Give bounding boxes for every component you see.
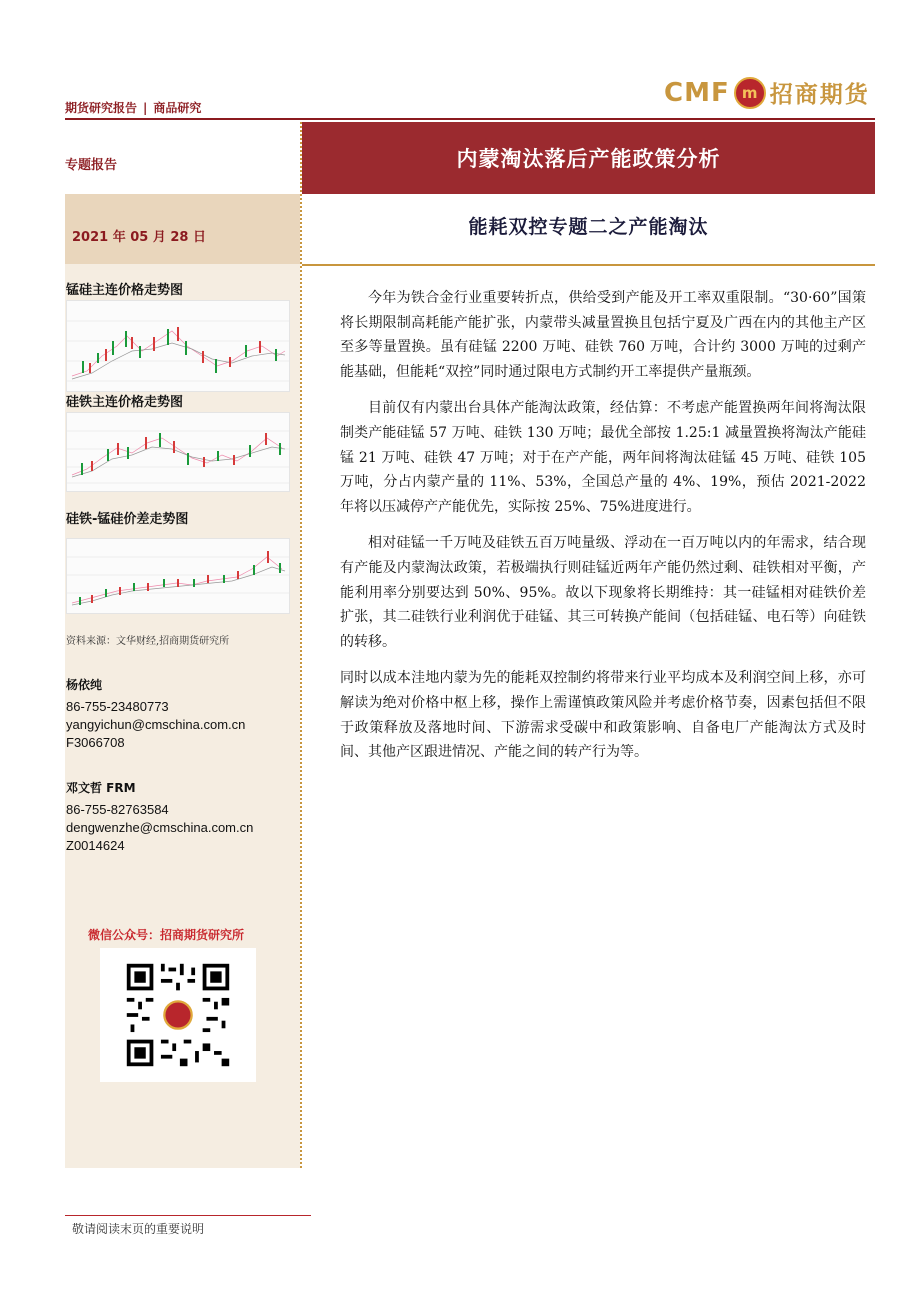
subtitle-divider xyxy=(302,264,875,266)
chart-fesi-thumbnail xyxy=(66,412,290,492)
header-breadcrumb xyxy=(65,99,201,116)
report-body xyxy=(340,286,866,777)
candlestick-chart-image xyxy=(67,539,289,613)
analyst-license: F3066708 xyxy=(66,735,125,750)
body-paragraph: 今年为铁合金行业重要转折点，供给受到产能及开工率双重限制。“30·60”国策将长期限制高耗能产能扩张，内蒙带头减量置换且包括宁夏及广西在内的其他主产区至多等量置换。虽有硅锰 2200 万吨、硅铁 760 万吨，合计约 3000 万吨的过剩产能基础，但能耗“双控”同时通过限电方式制约开工率提供产量瓶颈。 xyxy=(340,290,866,380)
logo-chinese: 招商期货 xyxy=(769,82,870,108)
chart-title-spread: 硅铁-锰硅价差走势图 xyxy=(66,512,189,527)
analyst-card xyxy=(66,676,245,752)
analyst-phone: 86-755-82763584 xyxy=(66,802,169,817)
candlestick-chart-image xyxy=(67,413,289,491)
special-report-label: 专题报告 xyxy=(65,158,118,173)
chart-title-fesi: 硅铁主连价格走势图 xyxy=(66,395,184,410)
column-divider xyxy=(300,122,302,1168)
candlestick-chart-image xyxy=(67,301,289,391)
company-logo xyxy=(664,76,870,109)
body-paragraph: 目前仅有内蒙出台具体产能淘汰政策，经估算：不考虑产能置换两年间将淘汰限制类产能硅锰 57 万吨、硅铁 130 万吨；最优全部按 1.25:1 减量置换将淘汰产能硅锰 21 万吨、硅铁 47 万吨；对于在产产能，两年间将淘汰硅锰 45 万吨、硅铁 105 万吨，分占内蒙产量的 11%、53%，全国总产量的 4%、19%，预估 2021-2022 年将以压减停产产能优先，实际按 25%、75%进度进行。 xyxy=(340,400,866,515)
chart-simn-thumbnail xyxy=(66,300,290,392)
body-paragraph: 同时以成本洼地内蒙为先的能耗双控制约将带来行业平均成本及利润空间上移，亦可解读为绝对价格中枢上移，操作上需谨慎政策风险并考虑价格节奏，因素包括但不限于政策释放及落地时间、下游需求受碳中和政策影响、自备电厂产能淘汰方式及时间、其他产区跟进情况、产能之间的转产行为等。 xyxy=(340,670,866,761)
analyst-phone: 86-755-23480773 xyxy=(66,699,169,714)
analyst-license: Z0014624 xyxy=(66,838,125,853)
chart-spread-thumbnail xyxy=(66,538,290,614)
qr-code-icon xyxy=(123,960,233,1070)
logo-latin: CMF xyxy=(664,77,730,108)
body-paragraph: 相对硅锰一千万吨及硅铁五百万吨量级、浮动在一百万吨以内的年需求，结合现有产能及内蒙淘汰政策，若极端执行则硅锰近两年产能仍然过剩、硅铁相对平衡，产能利用率分别要达到 50%、95%。故以下现象将长期维持：其一硅锰相对硅铁价差扩张，其二硅铁行业利润优于硅锰、其三可转换产能间（包括硅锰、电石等）向硅铁的转移。 xyxy=(340,535,866,650)
analyst-card xyxy=(66,779,253,855)
page-subtitle: 能耗双控专题二之产能淘汰 xyxy=(468,216,709,238)
chart-title-simn: 锰硅主连价格走势图 xyxy=(66,283,184,298)
analyst-name: 杨依纯 xyxy=(66,678,103,692)
analyst-name: 邓文哲 FRM xyxy=(66,781,136,795)
logo-emblem-icon: m xyxy=(734,77,766,109)
analyst-email[interactable]: yangyichun@cmschina.com.cn xyxy=(66,717,246,732)
wechat-label: 微信公众号：招商期货研究所 xyxy=(88,928,245,942)
footer-note: 敬请阅读末页的重要说明 xyxy=(72,1222,205,1236)
chart-source: 资料来源：文华财经,招商期货研究所 xyxy=(66,636,230,647)
footer-divider xyxy=(65,1215,311,1216)
report-type-label: 期货研究报告 xyxy=(65,101,138,115)
analyst-email[interactable]: dengwenzhe@cmschina.com.cn xyxy=(66,820,254,835)
title-banner xyxy=(302,122,875,194)
page-title: 内蒙淘汰落后产能政策分析 xyxy=(456,147,721,171)
header-divider xyxy=(65,118,875,120)
category-label: 商品研究 xyxy=(153,101,202,115)
qr-code[interactable] xyxy=(100,948,256,1082)
header-separator: | xyxy=(143,101,148,115)
report-date: 2021 年 05 月 28 日 xyxy=(72,230,206,245)
